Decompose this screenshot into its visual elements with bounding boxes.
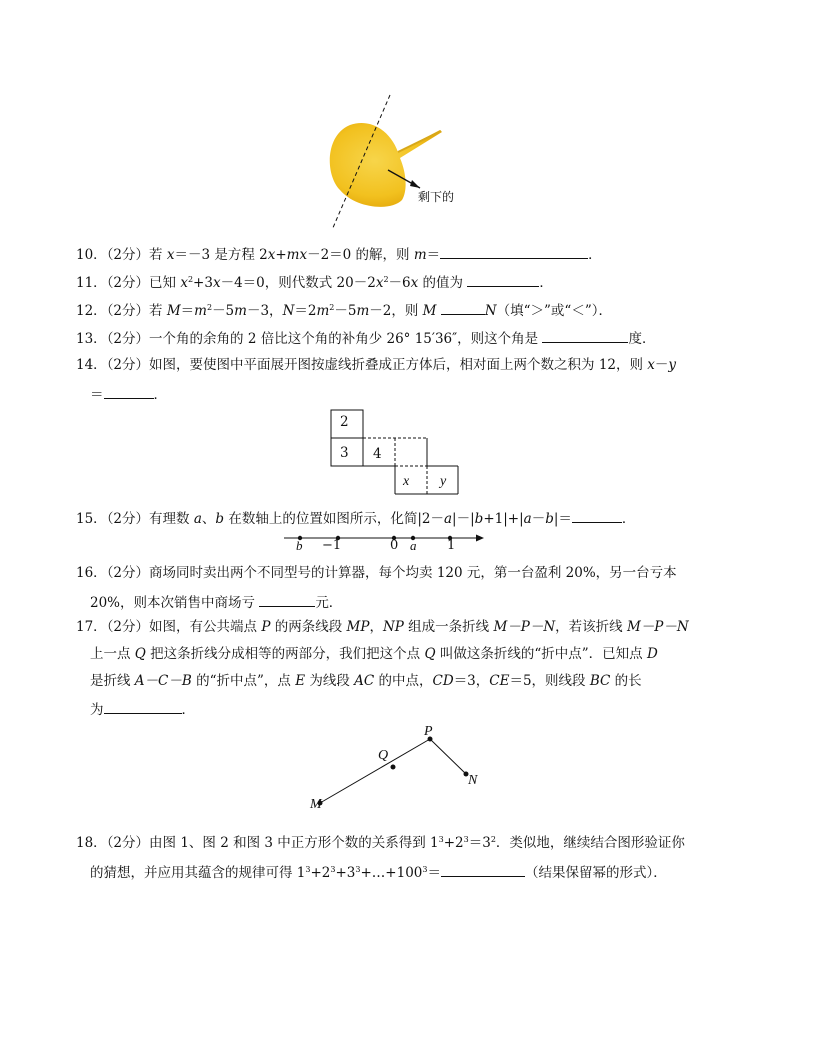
var: M－P－N [493,619,556,635]
var: a [193,511,202,527]
question-12 [76,300,612,320]
q-text: 的“折中点”，点 [191,673,296,689]
var: m [194,303,207,319]
exponent: 2 [383,275,389,284]
q-text: － [531,511,546,527]
var: m [234,303,247,319]
q-text: +1|+| [483,511,524,527]
var: x [180,275,188,291]
q-text: ＝－3 是方程 2 [174,247,268,263]
q-number: 14． [76,357,107,373]
leaf-label: 剩下的 [418,190,455,204]
q-text: 的两条线段 [270,619,347,635]
number-line-figure [280,530,490,552]
var: m [356,303,370,319]
q-text: －5 [212,303,235,319]
q-text: ＝ [427,865,441,881]
q-text: 、 [201,511,216,527]
q-text: ．类似地，继续结合图形验证你 [495,835,685,851]
q-text: ，若该折线 [555,619,627,635]
answer-blank[interactable] [440,244,588,259]
q-text: 如图，有公共端点 [149,619,262,635]
exponent: 3 [422,865,428,874]
var: b [215,511,225,527]
exponent: 2 [206,303,213,312]
q-text: －6 [388,275,411,291]
exponent: 3 [438,835,444,844]
var: CD [432,673,454,689]
q-text: 一个角的余角的 2 倍比这个角的补角少 26° 15′36″，则这个角是 [149,331,539,347]
q-text: 在数轴上的位置如图所示，化简|2－ [224,511,444,527]
q-text: 若 [149,303,167,319]
q-text: ． [539,275,553,291]
exponent: 2 [187,275,194,284]
q-text: |－| [452,511,475,527]
q-number: 12． [76,303,107,319]
var: x [375,275,384,291]
q-text: 组成一条折线 [403,619,494,635]
q-text: －2，则 [369,303,423,319]
q-text: 的长 [610,673,642,689]
net-cell-1: 2 [340,414,349,430]
label-b: b [296,538,303,553]
number-line-arrow [476,535,484,542]
q-text: －5 [334,303,357,319]
q-score: （2分） [106,331,150,347]
q-text: 是折线 [90,673,135,689]
var: P [261,619,271,635]
q-text: +2 [310,865,331,881]
q-text: 商场同时卖出两个不同型号的计算器，每个均卖 120 元，第一台盈利 20%，另一台亏本 [149,565,677,581]
answer-blank[interactable] [441,300,485,315]
q-text: ＝2 [294,303,317,319]
label-neg1: −1 [322,538,342,553]
question-13 [76,328,655,348]
q-text: +3 [335,865,356,881]
exponent: 3 [355,865,361,874]
var: AC [354,673,375,689]
q-text: ． [588,247,602,263]
q-score: （2分） [106,357,150,373]
question-16-line2 [90,592,342,612]
net-cell-2: 3 [340,445,349,461]
var: y [668,357,677,373]
var: mx [286,247,308,263]
question-17-line3 [90,672,642,690]
answer-blank[interactable] [572,508,622,523]
q-text: 若 [149,247,167,263]
q-text: ， [369,619,383,635]
var: b [545,511,554,527]
var: Q [424,646,436,662]
question-15 [76,508,635,528]
question-17-line4 [90,699,195,719]
q-number: 15． [76,511,107,527]
q-score: （2分） [106,619,150,635]
var: Q [134,646,146,662]
net-cell-y: y [440,474,447,489]
var: x [410,275,419,291]
q-text: 20%，则本次销售中商场亏 [90,595,256,611]
q-text: ＝ [90,387,104,403]
question-14-line2 [90,384,167,404]
var: x [267,247,276,263]
q-number: 18． [76,835,107,851]
q-text: ＝3 [468,835,491,851]
var: A－C－B [134,673,192,689]
q-text: －4＝0，则代数式 20－2 [220,275,376,291]
var: D [646,646,658,662]
q-text: 由图 1、图 2 和图 3 中正方形个数的关系得到 1 [149,835,439,851]
var: NP [382,619,404,635]
exponent: 2 [490,835,496,844]
var: M－P－N [626,619,689,635]
question-16 [76,564,677,582]
point-Q [391,765,396,770]
q-text: ＝ [426,247,441,263]
answer-blank[interactable] [259,592,315,607]
q-text: ＝5，则线段 [509,673,590,689]
label-1: 1 [447,538,456,553]
var: E [295,673,306,689]
polyline-figure [300,720,490,820]
var: x [647,357,655,373]
q-text: ． [621,511,636,527]
q-text: 已知 [149,275,181,291]
answer-blank[interactable] [467,272,539,287]
q-number: 13． [76,331,107,347]
q-score: （2分） [106,565,150,581]
q-text: 把这条折线分成相等的两部分，我们把这个点 [145,646,425,662]
q-text: 上一点 [90,646,135,662]
question-18-line2 [90,862,667,882]
q-score: （2分） [106,275,150,291]
label-a: a [410,538,417,553]
q-text: 为 [90,702,104,718]
exponent: 2 [329,303,335,312]
q-text: －2＝0 的解，则 [307,247,414,263]
label-P: P [424,724,433,739]
var: M [166,303,181,319]
q-score: （2分） [106,303,150,319]
var: a [523,511,532,527]
var: BC [589,673,611,689]
net-cell-3: 4 [373,446,382,462]
label-M: M [310,797,322,812]
q-score: （2分） [106,247,150,263]
var: a [443,511,453,527]
q-text: 度． [628,331,656,347]
q-score: （2分） [106,835,150,851]
q-text: ． [153,387,167,403]
answer-blank[interactable] [104,384,154,399]
net-cell-x: x [403,474,410,489]
q-text: 如图，要使图中平面展开图按虚线折叠成正方体后，相对面上两个数之积为 12，则 [149,357,648,373]
var: MP [346,619,370,635]
q-text: ＝3， [453,673,490,689]
q-text: +…+100 [360,865,423,881]
q-score: （2分） [106,511,150,527]
q-number: 17． [76,619,107,635]
question-10 [76,244,602,264]
q-text: － [654,357,669,373]
q-text: 为线段 [305,673,355,689]
var: N [484,303,497,319]
label-Q: Q [378,748,389,763]
question-14 [76,356,676,374]
q-text: 的值为 [418,275,464,291]
q-text: －3， [246,303,283,319]
exponent: 3 [463,835,469,844]
q-text: ． [181,702,195,718]
var: CE [489,673,510,689]
var: b [474,511,484,527]
question-17-line2 [90,645,658,663]
var: M [422,303,437,319]
q-text: （填“＞”或“＜”）． [496,303,612,319]
q-text: + [275,247,287,263]
q-text: 的中点， [374,673,433,689]
exponent: 3 [330,865,336,874]
q-text: ＝ [180,303,195,319]
label-0: 0 [390,538,399,553]
exponent: 3 [305,865,311,874]
q-number: 10． [76,247,107,263]
var: m [413,247,427,263]
question-18 [76,834,685,852]
q-text: |＝ [553,511,572,527]
question-17 [76,618,689,636]
var: x [166,247,175,263]
label-N: N [468,773,478,788]
var: m [316,303,330,319]
answer-blank[interactable] [542,328,628,343]
q-text: （结果保留幂的形式）． [524,865,667,881]
var: N [282,303,295,319]
q-text: 的猜想，并应用其蕴含的规律可得 1 [90,865,306,881]
q-number: 16． [76,565,107,581]
answer-blank[interactable] [104,699,182,714]
q-number: 11． [76,275,107,291]
ginkgo-leaf-figure [320,90,480,235]
q-text: 叫做这条折线的“折中点”．已知点 [435,646,647,662]
q-text: 元． [315,595,343,611]
answer-blank[interactable] [441,862,525,877]
question-11 [76,272,553,292]
q-text: 有理数 [149,511,194,527]
arrow-head [410,180,420,188]
var: x [212,275,221,291]
q-text: +2 [443,835,464,851]
q-text: +3 [193,275,213,291]
